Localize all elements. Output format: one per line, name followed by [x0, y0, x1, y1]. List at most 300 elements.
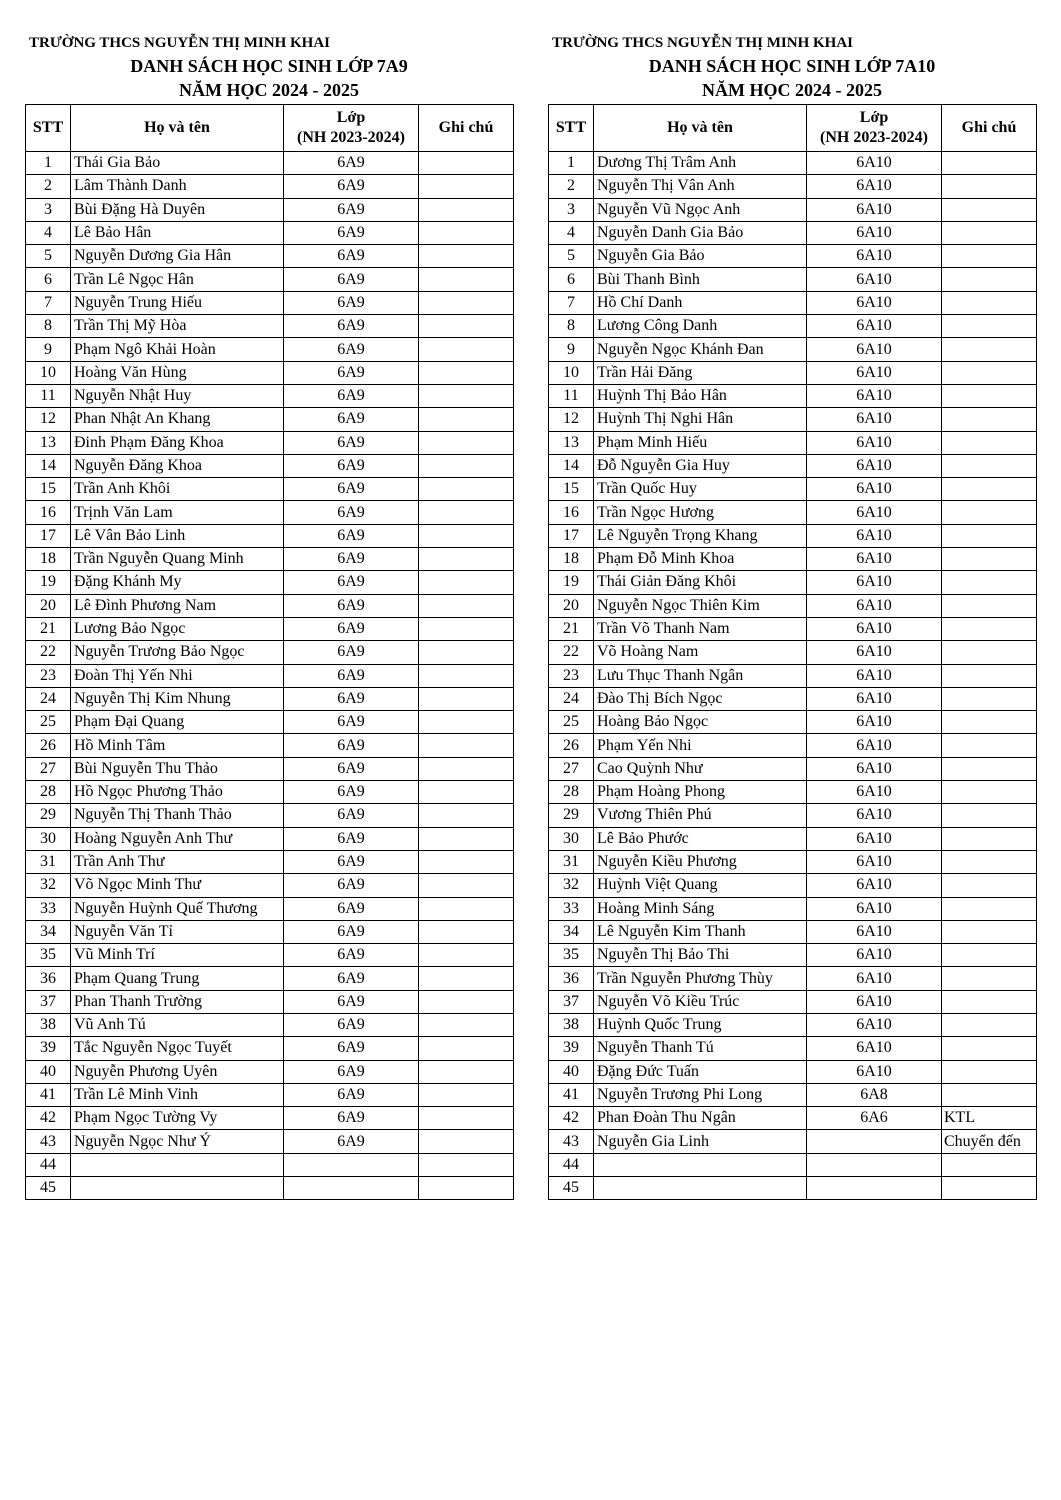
previous-class: 6A10: [807, 990, 942, 1013]
row-note: [419, 198, 514, 221]
student-name: Hồ Chí Danh: [594, 291, 807, 314]
list-header: [25, 32, 513, 104]
table-row: [26, 1107, 514, 1130]
student-name: Phạm Yến Nhi: [594, 734, 807, 757]
table-row: [26, 850, 514, 873]
row-note: [419, 687, 514, 710]
previous-class: 6A10: [807, 408, 942, 431]
table-row: [549, 198, 1037, 221]
row-note: [942, 152, 1037, 175]
previous-class: 6A10: [807, 524, 942, 547]
row-note: [419, 338, 514, 361]
previous-class: 6A10: [807, 315, 942, 338]
row-number: 25: [549, 711, 594, 734]
row-note: [419, 501, 514, 524]
row-number: 17: [549, 524, 594, 547]
row-number: 14: [26, 454, 71, 477]
row-number: 2: [26, 175, 71, 198]
row-number: 40: [26, 1060, 71, 1083]
table-row: [549, 548, 1037, 571]
student-name: Trần Nguyễn Quang Minh: [71, 548, 284, 571]
table-row: [26, 1013, 514, 1036]
table-row: [26, 478, 514, 501]
row-number: 34: [26, 920, 71, 943]
column-header-class-line1: Lớp: [859, 109, 889, 126]
student-name: Nguyễn Thanh Tú: [594, 1037, 807, 1060]
row-note: [419, 175, 514, 198]
student-name: Nguyễn Kiều Phương: [594, 850, 807, 873]
student-name: Trần Lê Ngọc Hân: [71, 268, 284, 291]
row-note: [419, 454, 514, 477]
row-number: 30: [26, 827, 71, 850]
table-row: [549, 1177, 1037, 1200]
table-row: [549, 944, 1037, 967]
student-name: Lê Nguyễn Kim Thanh: [594, 920, 807, 943]
table-row: [26, 617, 514, 640]
student-name: Nguyễn Trương Bảo Ngọc: [71, 641, 284, 664]
table-row: [549, 711, 1037, 734]
table-row: [549, 175, 1037, 198]
row-note: [419, 361, 514, 384]
previous-class: [284, 1153, 419, 1176]
row-number: 41: [549, 1083, 594, 1106]
table-row: [549, 431, 1037, 454]
row-number: 1: [549, 152, 594, 175]
row-note: [942, 641, 1037, 664]
student-name: Hồ Minh Tâm: [71, 734, 284, 757]
row-number: 5: [26, 245, 71, 268]
row-number: 13: [26, 431, 71, 454]
previous-class: 6A9: [284, 827, 419, 850]
student-name: Trịnh Văn Lam: [71, 501, 284, 524]
student-name: Hoàng Minh Sáng: [594, 897, 807, 920]
previous-class: 6A9: [284, 291, 419, 314]
previous-class: 6A9: [284, 431, 419, 454]
row-note: [942, 221, 1037, 244]
row-number: 37: [549, 990, 594, 1013]
row-note: [419, 384, 514, 407]
row-note: [942, 548, 1037, 571]
student-name: Nguyễn Trung Hiếu: [71, 291, 284, 314]
table-row: [549, 967, 1037, 990]
student-name: Bùi Nguyễn Thu Thảo: [71, 757, 284, 780]
row-number: 6: [26, 268, 71, 291]
previous-class: 6A10: [807, 944, 942, 967]
row-note: [942, 478, 1037, 501]
student-name: Lê Đình Phương Nam: [71, 594, 284, 617]
row-note: [942, 338, 1037, 361]
row-number: 45: [26, 1177, 71, 1200]
table-row: [549, 384, 1037, 407]
student-name: Vũ Minh Trí: [71, 944, 284, 967]
row-number: 12: [549, 408, 594, 431]
row-note: [419, 944, 514, 967]
row-number: 32: [26, 874, 71, 897]
row-note: [942, 431, 1037, 454]
previous-class: 6A9: [284, 944, 419, 967]
table-row: [26, 641, 514, 664]
class-list-7a10: [548, 32, 1036, 1200]
row-number: 1: [26, 152, 71, 175]
column-header-stt: STT: [26, 105, 71, 152]
student-name: Nguyễn Phương Uyên: [71, 1060, 284, 1083]
row-note: [942, 594, 1037, 617]
row-note: [942, 711, 1037, 734]
row-number: 19: [26, 571, 71, 594]
student-name: Nguyễn Võ Kiều Trúc: [594, 990, 807, 1013]
row-note: [419, 874, 514, 897]
student-name: Dương Thị Trâm Anh: [594, 152, 807, 175]
previous-class: 6A9: [284, 734, 419, 757]
row-number: 20: [549, 594, 594, 617]
row-number: 21: [549, 617, 594, 640]
previous-class: 6A10: [807, 338, 942, 361]
previous-class: 6A10: [807, 152, 942, 175]
previous-class: 6A10: [807, 384, 942, 407]
student-name: Phạm Ngọc Tường Vy: [71, 1107, 284, 1130]
previous-class: 6A10: [807, 221, 942, 244]
row-note: [942, 944, 1037, 967]
row-note: [419, 1177, 514, 1200]
row-number: 22: [26, 641, 71, 664]
previous-class: 6A9: [284, 687, 419, 710]
row-number: 8: [26, 315, 71, 338]
previous-class: 6A9: [284, 268, 419, 291]
student-name: Trần Quốc Huy: [594, 478, 807, 501]
previous-class: 6A10: [807, 268, 942, 291]
student-name: Nguyễn Thị Thanh Thảo: [71, 804, 284, 827]
table-row: [549, 1013, 1037, 1036]
student-name: Trần Anh Thư: [71, 850, 284, 873]
previous-class: 6A10: [807, 850, 942, 873]
row-note: [419, 245, 514, 268]
table-row: [26, 944, 514, 967]
row-number: 14: [549, 454, 594, 477]
row-number: 40: [549, 1060, 594, 1083]
row-number: 42: [549, 1107, 594, 1130]
previous-class: 6A9: [284, 1013, 419, 1036]
student-name: Trần Nguyễn Phương Thùy: [594, 967, 807, 990]
row-number: 27: [549, 757, 594, 780]
student-name: Trần Võ Thanh Nam: [594, 617, 807, 640]
row-note: [942, 1153, 1037, 1176]
row-number: 17: [26, 524, 71, 547]
row-number: 10: [26, 361, 71, 384]
table-row: [26, 1060, 514, 1083]
row-note: [942, 384, 1037, 407]
previous-class: 6A9: [284, 757, 419, 780]
previous-class: 6A10: [807, 874, 942, 897]
student-name: Nguyễn Danh Gia Bảo: [594, 221, 807, 244]
previous-class: 6A10: [807, 571, 942, 594]
previous-class: 6A9: [284, 641, 419, 664]
table-row: [549, 687, 1037, 710]
row-number: 11: [26, 384, 71, 407]
table-row: [549, 1153, 1037, 1176]
table-row: [26, 920, 514, 943]
row-number: 12: [26, 408, 71, 431]
row-note: [419, 408, 514, 431]
row-note: [419, 268, 514, 291]
table-row: [549, 1060, 1037, 1083]
row-note: [942, 454, 1037, 477]
previous-class: 6A9: [284, 478, 419, 501]
previous-class: 6A10: [807, 617, 942, 640]
previous-class: 6A10: [807, 361, 942, 384]
student-name: Bùi Thanh Bình: [594, 268, 807, 291]
previous-class: 6A9: [284, 874, 419, 897]
table-row: [26, 967, 514, 990]
row-note: [419, 757, 514, 780]
column-header-class: [284, 105, 419, 152]
previous-class: 6A10: [807, 827, 942, 850]
row-note: [419, 1013, 514, 1036]
column-header-class-line2: (NH 2023-2024): [297, 129, 405, 146]
student-name: Nguyễn Huỳnh Quế Thương: [71, 897, 284, 920]
table-row: [26, 874, 514, 897]
table-row: [549, 1130, 1037, 1153]
previous-class: 6A10: [807, 804, 942, 827]
student-name: Lương Công Danh: [594, 315, 807, 338]
previous-class: 6A9: [284, 1060, 419, 1083]
table-row: [26, 1037, 514, 1060]
column-header-note: Ghi chú: [419, 105, 514, 152]
column-header-class-line1: Lớp: [336, 109, 366, 126]
row-number: 39: [549, 1037, 594, 1060]
row-number: 39: [26, 1037, 71, 1060]
row-note: [942, 687, 1037, 710]
row-note: [419, 990, 514, 1013]
row-note: [942, 291, 1037, 314]
table-row: [549, 152, 1037, 175]
table-row: [26, 548, 514, 571]
previous-class: 6A9: [284, 245, 419, 268]
row-number: 21: [26, 617, 71, 640]
school-year: NĂM HỌC 2024 - 2025: [702, 80, 882, 100]
table-row: [26, 897, 514, 920]
student-table: [25, 104, 514, 1200]
row-number: 26: [26, 734, 71, 757]
student-name: [594, 1177, 807, 1200]
row-number: 16: [549, 501, 594, 524]
table-row: [549, 734, 1037, 757]
previous-class: 6A10: [807, 687, 942, 710]
row-note: [419, 571, 514, 594]
previous-class: 6A10: [807, 454, 942, 477]
student-name: Thái Gia Bảo: [71, 152, 284, 175]
student-name: Hoàng Văn Hùng: [71, 361, 284, 384]
row-note: [419, 1083, 514, 1106]
row-note: [942, 617, 1037, 640]
row-note: [942, 1013, 1037, 1036]
previous-class: 6A10: [807, 641, 942, 664]
row-number: 35: [26, 944, 71, 967]
previous-class: 6A9: [284, 152, 419, 175]
student-name: Vương Thiên Phú: [594, 804, 807, 827]
student-name: Đinh Phạm Đăng Khoa: [71, 431, 284, 454]
table-row: [549, 501, 1037, 524]
row-note: [419, 734, 514, 757]
row-note: [942, 664, 1037, 687]
row-number: 34: [549, 920, 594, 943]
row-note: [419, 478, 514, 501]
table-row: [26, 175, 514, 198]
row-note: [419, 641, 514, 664]
row-note: [942, 897, 1037, 920]
row-note: [419, 1153, 514, 1176]
table-row: [26, 454, 514, 477]
student-name: [71, 1153, 284, 1176]
row-note: [942, 268, 1037, 291]
table-row: [26, 408, 514, 431]
row-note: [942, 804, 1037, 827]
row-number: 28: [549, 781, 594, 804]
previous-class: 6A9: [284, 198, 419, 221]
table-row: [549, 990, 1037, 1013]
student-name: Lê Vân Bảo Linh: [71, 524, 284, 547]
previous-class: 6A9: [284, 1107, 419, 1130]
table-row: [26, 245, 514, 268]
previous-class: 6A9: [284, 850, 419, 873]
table-row: [26, 315, 514, 338]
row-number: 9: [26, 338, 71, 361]
row-note: [942, 757, 1037, 780]
previous-class: 6A9: [284, 1130, 419, 1153]
previous-class: 6A10: [807, 594, 942, 617]
student-name: Đặng Khánh My: [71, 571, 284, 594]
previous-class: [807, 1153, 942, 1176]
student-name: Trần Ngọc Hương: [594, 501, 807, 524]
row-number: 18: [549, 548, 594, 571]
row-number: 29: [549, 804, 594, 827]
student-name: Nguyễn Ngọc Như Ý: [71, 1130, 284, 1153]
row-number: 44: [26, 1153, 71, 1176]
row-number: 43: [26, 1130, 71, 1153]
table-row: [549, 408, 1037, 431]
student-name: Nguyễn Văn Tỉ: [71, 920, 284, 943]
row-note: [942, 175, 1037, 198]
row-note: [942, 990, 1037, 1013]
row-number: 20: [26, 594, 71, 617]
previous-class: 6A9: [284, 221, 419, 244]
table-row: [26, 152, 514, 175]
previous-class: 6A9: [284, 594, 419, 617]
previous-class: [807, 1177, 942, 1200]
table-row: [549, 757, 1037, 780]
column-header-name: Họ và tên: [71, 105, 284, 152]
previous-class: 6A9: [284, 897, 419, 920]
previous-class: 6A9: [284, 175, 419, 198]
table-row: [549, 781, 1037, 804]
student-name: Nguyễn Thị Bảo Thi: [594, 944, 807, 967]
table-header-row: [26, 105, 514, 152]
row-note: [942, 408, 1037, 431]
row-note: [419, 548, 514, 571]
table-row: [26, 664, 514, 687]
table-row: [549, 291, 1037, 314]
previous-class: [284, 1177, 419, 1200]
student-name: Võ Hoàng Nam: [594, 641, 807, 664]
student-name: Lê Bảo Phước: [594, 827, 807, 850]
previous-class: 6A10: [807, 920, 942, 943]
row-number: 22: [549, 641, 594, 664]
student-name: Phạm Ngô Khải Hoàn: [71, 338, 284, 361]
row-note: [419, 152, 514, 175]
table-row: [26, 1130, 514, 1153]
table-row: [26, 268, 514, 291]
row-number: 5: [549, 245, 594, 268]
previous-class: 6A6: [807, 1107, 942, 1130]
table-row: [549, 1083, 1037, 1106]
class-list-7a9: [25, 32, 513, 1200]
row-note: [942, 501, 1037, 524]
table-row: [26, 1177, 514, 1200]
table-row: [26, 291, 514, 314]
row-number: 28: [26, 781, 71, 804]
previous-class: 6A9: [284, 524, 419, 547]
school-name: TRƯỜNG THCS NGUYỄN THỊ MINH KHAI: [29, 35, 331, 51]
previous-class: 6A9: [284, 548, 419, 571]
table-row: [549, 617, 1037, 640]
previous-class: 6A10: [807, 548, 942, 571]
row-number: 36: [26, 967, 71, 990]
table-row: [549, 1037, 1037, 1060]
student-name: Nguyễn Gia Bảo: [594, 245, 807, 268]
row-number: 25: [26, 711, 71, 734]
table-row: [26, 338, 514, 361]
row-number: 4: [549, 221, 594, 244]
table-row: [26, 990, 514, 1013]
table-row: [26, 431, 514, 454]
row-number: 35: [549, 944, 594, 967]
school-name: TRƯỜNG THCS NGUYỄN THỊ MINH KHAI: [552, 35, 854, 51]
row-number: 23: [26, 664, 71, 687]
student-name: Bùi Đặng Hà Duyên: [71, 198, 284, 221]
table-row: [549, 850, 1037, 873]
row-note: [942, 1177, 1037, 1200]
previous-class: [807, 1130, 942, 1153]
row-number: 26: [549, 734, 594, 757]
row-number: 18: [26, 548, 71, 571]
row-note: [942, 1037, 1037, 1060]
row-number: 4: [26, 221, 71, 244]
column-header-class: [807, 105, 942, 152]
table-row: [26, 571, 514, 594]
row-note: [419, 827, 514, 850]
row-note: [419, 617, 514, 640]
student-name: Phạm Minh Hiếu: [594, 431, 807, 454]
row-note: [419, 920, 514, 943]
previous-class: 6A9: [284, 454, 419, 477]
student-name: Nguyễn Thị Kim Nhung: [71, 687, 284, 710]
table-row: [26, 781, 514, 804]
previous-class: 6A9: [284, 664, 419, 687]
row-number: 36: [549, 967, 594, 990]
row-note: [419, 221, 514, 244]
student-name: Phan Nhật An Khang: [71, 408, 284, 431]
row-note: [942, 734, 1037, 757]
student-name: Nguyễn Trương Phi Long: [594, 1083, 807, 1106]
previous-class: 6A10: [807, 757, 942, 780]
table-row: [549, 338, 1037, 361]
row-note: [942, 571, 1037, 594]
row-note: [419, 664, 514, 687]
row-number: 7: [549, 291, 594, 314]
table-row: [549, 478, 1037, 501]
student-name: Nguyễn Đăng Khoa: [71, 454, 284, 477]
student-name: Nguyễn Dương Gia Hân: [71, 245, 284, 268]
table-row: [549, 874, 1037, 897]
